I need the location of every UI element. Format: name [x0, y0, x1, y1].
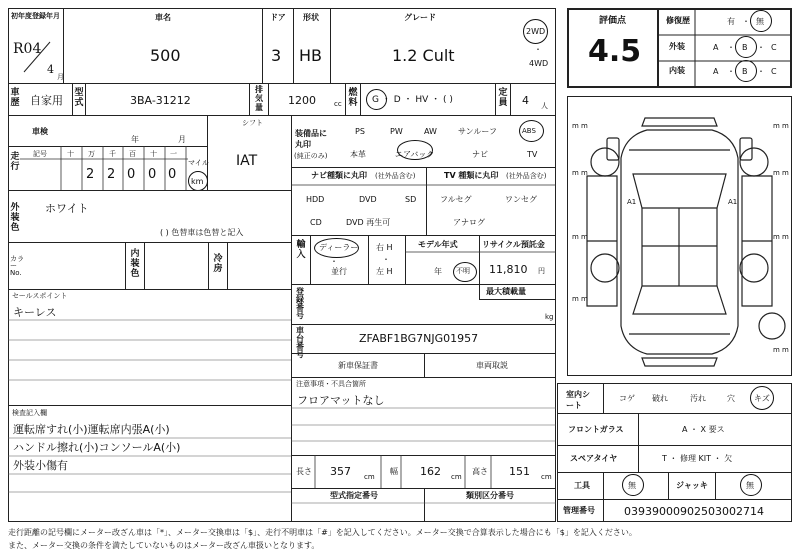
digit-header-5: 十 — [150, 150, 157, 158]
type-divider — [291, 502, 556, 504]
registration-label: 登録番号 — [296, 287, 304, 320]
width-unit: cm — [451, 473, 462, 481]
tv-analog: アナログ — [453, 218, 485, 227]
color-box — [8, 190, 292, 243]
seat-stain: 汚れ — [690, 394, 706, 403]
caution-label: 注意事項・不具合箇所 — [296, 380, 366, 388]
usage-label: 車歴 — [10, 88, 20, 108]
mileage-digit-3: 0 — [127, 167, 136, 182]
equip-aw: AW — [424, 127, 437, 136]
fuel-options: G ・ D ・ HV ・ ( ) — [372, 95, 453, 105]
interior-b: B — [742, 67, 748, 76]
mm-mark-3: m m — [572, 169, 588, 177]
mm-mark-6: m m — [773, 233, 789, 241]
windshield-label: フロントガラス — [568, 425, 624, 434]
capacity-unit: 人 — [541, 102, 548, 110]
exterior-c: C — [771, 43, 777, 52]
equip-ps: PS — [355, 127, 365, 136]
equip-navi: ナビ — [472, 150, 488, 159]
shaken-year-unit: 年 — [131, 135, 139, 144]
fuel-g-circle — [366, 89, 387, 110]
color-no-label: カラーNo. — [10, 255, 24, 277]
mm-mark-5: m m — [572, 233, 588, 241]
seat-label: 室内シート — [566, 390, 590, 410]
sales-point-lines — [8, 300, 292, 406]
shift-label: シフト — [242, 119, 263, 127]
drive-4wd: 4WD — [529, 59, 549, 68]
shift-value: IAT — [236, 153, 258, 169]
navi-sub: (社外品含む) — [375, 172, 416, 180]
max-load-label: 最大積載量 — [486, 287, 526, 296]
inspector-notes-lines — [8, 418, 292, 522]
type-designation-label: 型式指定番号 — [330, 491, 378, 500]
navi-cd: CD — [310, 218, 322, 227]
km-label: km — [191, 177, 204, 186]
inspector-notes-label: 検査記入欄 — [12, 409, 47, 417]
grade-value: 1.2 Cult — [392, 46, 455, 65]
interior-dot2: ・ — [757, 67, 765, 76]
width-value: 162 — [420, 465, 441, 478]
repaint-note: ( ) 色替車は色替と記入 — [160, 228, 244, 237]
digit-header-6: 一 — [170, 150, 177, 158]
caution-text: フロアマットなし — [297, 394, 385, 407]
displacement-unit: cc — [334, 100, 342, 108]
import-label: 輸入 — [296, 240, 306, 260]
digit-header-1: 十 — [67, 150, 74, 158]
car-name: 500 — [150, 46, 181, 65]
caution-lines — [291, 390, 556, 456]
import-parallel: 並行 — [331, 267, 347, 276]
mileage-digit-5: 0 — [168, 167, 177, 182]
fuel-label: 燃料 — [348, 88, 358, 108]
exterior-a: A — [713, 43, 719, 52]
first-reg-label: 初年度登録年月 — [11, 12, 60, 20]
capacity: 4 — [522, 94, 529, 107]
model-code: 3BA-31212 — [130, 94, 191, 107]
digit-header-4: 百 — [129, 150, 136, 158]
seat-hole: 穴 — [727, 394, 735, 403]
car-name-label: 車名 — [155, 13, 171, 22]
handle-dot: ・ — [382, 255, 390, 264]
mileage-digit-1: 2 — [86, 167, 95, 182]
dimension-dividers — [291, 455, 556, 489]
mm-mark-2: m m — [773, 122, 789, 130]
import-dealer: ディーラー — [319, 243, 359, 252]
navi-hdd: HDD — [306, 195, 325, 204]
height-unit: cm — [541, 473, 552, 481]
recycle-unit: 円 — [538, 267, 545, 275]
recycle-label: リサイクル預託金 — [482, 240, 545, 249]
navi-dvd-play: DVD 再生可 — [346, 218, 391, 227]
shape-label: 形状 — [303, 13, 319, 22]
interior-label: 内装 — [669, 66, 685, 75]
model-year-unit: 年 — [434, 267, 442, 276]
mark-a1-left: A1 — [627, 198, 637, 206]
era-year: R04 — [13, 41, 42, 57]
equipment-label: 装備品に丸印 — [295, 129, 327, 149]
tv-fullseg: フルセグ — [440, 195, 472, 204]
repair-label: 修復歴 — [666, 16, 690, 25]
height-value: 151 — [509, 465, 530, 478]
row2-box — [8, 83, 556, 116]
interior-color-label: 内装色 — [130, 249, 140, 279]
equip-abs: ABS — [522, 127, 536, 135]
tools-label: 工具 — [574, 481, 590, 490]
shape-value: HB — [299, 46, 323, 65]
control-value: 03939000902503002714 — [624, 505, 764, 518]
repair-yes: 有 — [727, 17, 735, 26]
model-year-label: モデル年式 — [418, 240, 458, 249]
warranty-label: 新車保証書 — [338, 361, 378, 370]
interior-a: A — [713, 67, 719, 76]
equipment-sublabel: (純正のみ) — [294, 152, 328, 160]
car-diagram — [567, 96, 792, 376]
doors-value: 3 — [271, 46, 282, 65]
model-year-unknown: 不明 — [456, 267, 470, 275]
equip-sunroof: サンルーフ — [458, 127, 497, 136]
right-h: 右 H — [376, 243, 393, 252]
score-label: 評価点 — [599, 16, 627, 26]
jack-value: 無 — [746, 481, 754, 490]
navi-sd: SD — [405, 195, 417, 204]
inspector-note-0: 運転席すれ(小)運転席内張A(小) — [13, 423, 170, 436]
length-unit: cm — [364, 473, 375, 481]
tools-value: 無 — [628, 481, 636, 490]
jack-label: ジャッキ — [676, 481, 708, 490]
sales-point-label: セールスポイント — [12, 292, 68, 300]
equip-leather: 本革 — [350, 150, 366, 159]
color-no-box — [8, 242, 292, 290]
score-value: 4.5 — [588, 34, 642, 69]
exterior-dot2: ・ — [757, 43, 765, 52]
drive-2wd: 2WD — [526, 27, 546, 36]
mileage-digit-2: 2 — [107, 167, 116, 182]
doors-label: ドア — [270, 13, 286, 22]
shaken-month-unit: 月 — [178, 135, 186, 144]
color-value: ホワイト — [45, 202, 89, 215]
capacity-label: 定員 — [498, 88, 508, 108]
reg-month: 4 — [47, 63, 54, 76]
digit-header-3: 千 — [109, 150, 116, 158]
inspector-note-2: 外装小傷有 — [13, 459, 68, 472]
chassis-label: 車台番号 — [296, 326, 304, 359]
left-h: 左 H — [376, 267, 393, 276]
exterior-b: B — [742, 43, 748, 52]
repair-dot: ・ — [742, 17, 750, 26]
grade-label: グレード — [404, 13, 436, 22]
mm-mark-1: m m — [572, 122, 588, 130]
spare-label: スペアタイヤ — [570, 454, 618, 463]
recycle-amount: 11,810 — [489, 263, 528, 276]
max-load-unit: kg — [545, 313, 554, 321]
digit-header-2: 万 — [88, 150, 95, 158]
length-value: 357 — [330, 465, 351, 478]
import-dot: ・ — [330, 257, 338, 266]
color-label: 外装色 — [10, 203, 20, 233]
manual-label: 車両取説 — [476, 361, 508, 370]
length-label: 長さ — [296, 467, 312, 476]
interior-dot1: ・ — [727, 67, 735, 76]
displacement-label: 排気量 — [255, 85, 263, 112]
mileage-label: 走行 — [10, 152, 20, 172]
windshield-options: A ・ X 要ス — [682, 425, 725, 434]
control-label: 管理番号 — [563, 506, 595, 515]
exterior-label: 外装 — [669, 42, 685, 51]
reg-month-unit: 月 — [57, 73, 64, 81]
usage-value: 自家用 — [30, 94, 63, 107]
drive-dot: ・ — [534, 45, 542, 54]
interior-c: C — [771, 67, 777, 76]
equip-pw: PW — [390, 127, 403, 136]
width-label: 幅 — [390, 467, 398, 476]
seat-burn: コゲ — [619, 394, 635, 403]
model-label: 型式 — [74, 88, 84, 108]
equip-tv: TV — [527, 150, 538, 159]
digit-header-0: 記号 — [33, 150, 47, 158]
sales-point-item-0: キーレス — [13, 306, 57, 319]
mark-a1-right: A1 — [728, 198, 738, 206]
category-label: 類別区分番号 — [466, 491, 514, 500]
footer-line-1: 走行距離の記号欄にメーター改ざん車は「*」、メーター交換車は「$」、走行不明車は「#」を記入してください。メーター交換で合算表示した場合にも「$」を記入ください。 — [8, 528, 637, 537]
equip-airbag: エアバック — [395, 150, 435, 159]
mileage-digit-4: 0 — [148, 167, 157, 182]
spare-options: T ・ 修理 KIT ・ 欠 — [662, 454, 733, 463]
chassis-number: ZFABF1BG7NJG01957 — [359, 332, 479, 345]
mm-mark-7: m m — [572, 295, 588, 303]
mm-mark-4: m m — [773, 169, 789, 177]
mm-mark-8: m m — [773, 346, 789, 354]
shaken-label: 車検 — [32, 127, 48, 136]
navi-label: ナビ種類に丸印 — [311, 171, 367, 180]
model-recycle-divider — [405, 251, 556, 253]
ac-label: 冷房 — [213, 254, 223, 274]
tv-sub: (社外品含む) — [506, 172, 547, 180]
displacement: 1200 — [288, 94, 316, 107]
mile-label: マイル — [188, 159, 209, 167]
tv-label: TV 種類に丸印 — [444, 171, 499, 180]
repair-none: 無 — [756, 17, 764, 26]
footer-line-2: また、メーター交換の条件を満たしていないものはメーター改ざん車扱いとなります。 — [8, 541, 320, 550]
navi-tv-divider — [291, 184, 556, 186]
inspector-note-1: ハンドル擦れ(小)コンソールA(小) — [13, 441, 181, 454]
tv-oneseg: ワンセグ — [505, 195, 537, 204]
height-label: 高さ — [472, 467, 488, 476]
navi-dvd: DVD — [359, 195, 377, 204]
seat-scratch: キズ — [754, 394, 770, 403]
seat-tear: 破れ — [652, 394, 668, 403]
exterior-dot1: ・ — [727, 43, 735, 52]
